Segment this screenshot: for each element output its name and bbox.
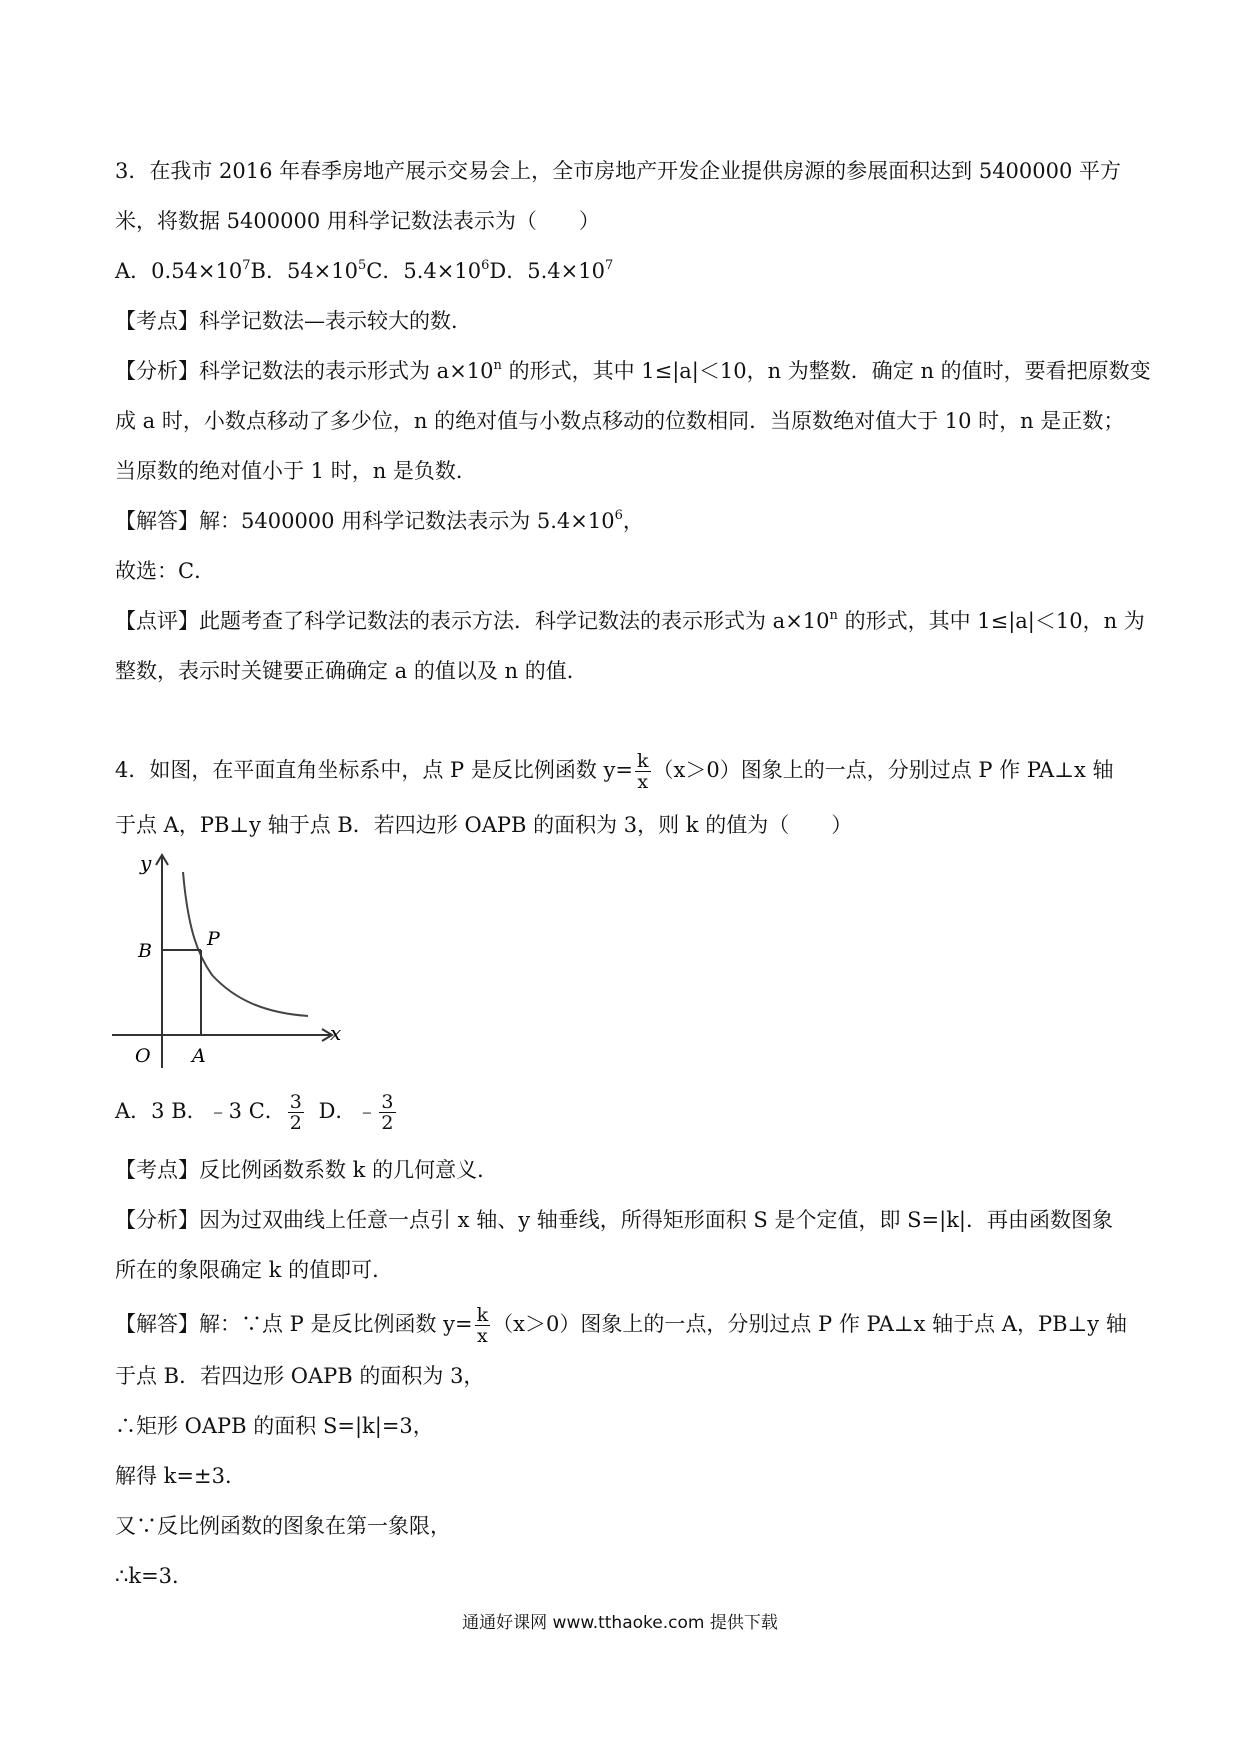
q4-kaodian: 【考点】反比例函数系数 k 的几何意义．: [115, 1158, 499, 1182]
label-p: P: [207, 928, 220, 950]
q3-option-d: D．$5.4\times 10^7$: [489, 258, 614, 283]
q3-option-c: C．$5.4\times 10^6$: [366, 258, 490, 283]
q4-option-b: B．﹣3: [171, 1099, 243, 1123]
q4-option-a: A．3: [115, 1099, 165, 1123]
q4-jieda-line3: ∴矩形 OAPB 的面积 S=|k|=3，: [115, 1414, 434, 1438]
q3-stem-line2: 米，将数据 5400000 用科学记数法表示为（ ）: [115, 209, 600, 233]
fraction-k-over-x: $\frac{k}{x}$: [636, 750, 649, 793]
q3-dianping-line2: 整数，表示时关键要正确确定 a 的值以及 n 的值．: [115, 659, 588, 683]
q3-kaodian: 【考点】科学记数法—表示较大的数．: [115, 309, 472, 333]
q3-options: [115, 256, 613, 286]
q4-figure-graph: [110, 850, 350, 1075]
q3-jieda: 【解答】解：5400000 用科学记数法表示为 $5.4\times 10^6$，: [115, 508, 644, 533]
label-b: B: [138, 940, 152, 962]
label-o: O: [135, 1045, 151, 1067]
fraction-three-halves: $\frac{3}{2}$: [289, 1091, 302, 1134]
q3-option-a: A．$0.54\times 10^7$: [115, 258, 251, 283]
q4-jieda-line1: 【解答】解：∵点 P 是反比例函数 y= $\frac{k}{x}$ （x＞0）图象上的一点，分别过点 P 作 PA⊥x 轴于点 A，PB⊥y 轴: [115, 1304, 1127, 1347]
q4-options: [115, 1092, 398, 1133]
q3-stem-line1: 3．在我市 2016 年春季房地产展示交易会上，全市房地产开发企业提供房源的参展面积达到 5400000 平方: [115, 159, 1122, 183]
q4-jieda-line6: ∴k=3．: [115, 1564, 194, 1588]
y-axis: [156, 855, 168, 1068]
q3-fenxi-line2: 成 a 时，小数点移动了多少位，n 的绝对值与小数点移动的位数相同．当原数绝对值大于 10 时，n 是正数；: [115, 409, 1125, 433]
q3-fenxi-line1: 【分析】科学记数法的表示形式为 $a\times 10^n$ 的形式，其中 1≤|a|＜10，n 为整数．确定 n 的值时，要看把原数变: [115, 358, 1151, 383]
page-footer: 通通好课网 www.tthaoke.com 提供下载: [462, 1613, 778, 1633]
x-axis: [112, 1029, 332, 1041]
q4-stem-line1: 4．如图，在平面直角坐标系中，点 P 是反比例函数 y= $\frac{k}{x}$ （x＞0）图象上的一点，分别过点 P 作 PA⊥x 轴: [115, 750, 1114, 793]
q4-fenxi-line1: 【分析】因为过双曲线上任意一点引 x 轴、y 轴垂线，所得矩形面积 S 是个定值，即 S=|k|．再由函数图象: [115, 1208, 1113, 1232]
q3-answer: 故选：C．: [115, 559, 216, 583]
fraction-three-halves-negative: $\frac{3}{2}$: [381, 1091, 394, 1134]
q4-fenxi-line2: 所在的象限确定 k 的值即可．: [115, 1258, 394, 1282]
q4-jieda-line2: 于点 B．若四边形 OAPB 的面积为 3，: [115, 1364, 485, 1388]
label-a: A: [192, 1045, 206, 1067]
label-y: y: [140, 851, 152, 875]
q3-fenxi-line3: 当原数的绝对值小于 1 时，n 是负数．: [115, 459, 477, 483]
label-x: x: [330, 1021, 342, 1045]
q3-dianping-line1: 【点评】此题考查了科学记数法的表示方法．科学记数法的表示形式为 $a\times 10^n$ 的形式，其中 1≤|a|＜10，n 为: [115, 608, 1145, 633]
q4-jieda-line4: 解得 k=±3．: [115, 1464, 246, 1488]
q4-jieda-line5: 又∵反比例函数的图象在第一象限，: [115, 1514, 451, 1538]
fraction-k-over-x-solution: $\frac{k}{x}$: [476, 1304, 489, 1347]
q4-option-d: D．﹣ $\frac{3}{2}$: [318, 1091, 394, 1134]
q4-stem-line2: 于点 A，PB⊥y 轴于点 B．若四边形 OAPB 的面积为 3，则 k 的值为（ ）: [115, 813, 853, 837]
q3-option-b: B．$54\times 10^5$: [250, 258, 367, 283]
q4-option-c: C． $\frac{3}{2}$: [248, 1091, 302, 1134]
